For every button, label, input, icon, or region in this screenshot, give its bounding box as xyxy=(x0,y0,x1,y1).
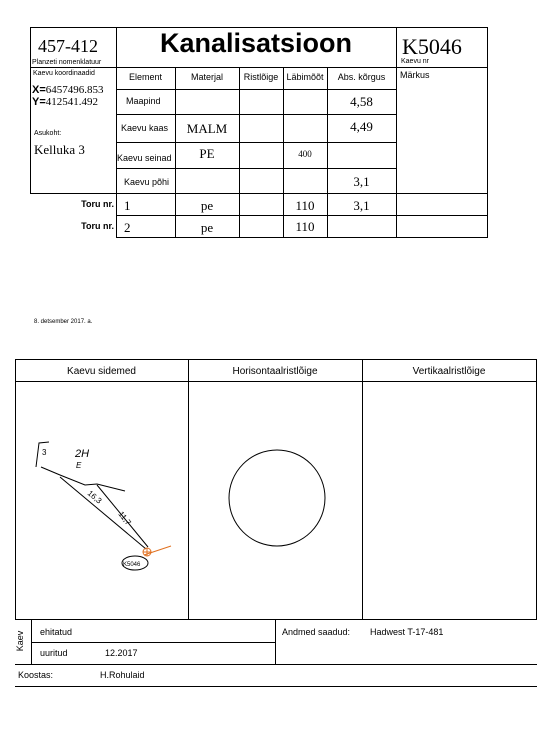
row-ground-label: Maapind xyxy=(126,96,161,106)
pipe-1-diameter: 110 xyxy=(295,198,315,213)
row-lid-abs: 4,49 xyxy=(350,119,373,134)
document-date: 8. detsember 2017. a. xyxy=(34,319,93,325)
pipe-1-no: 1 xyxy=(124,198,131,213)
row-walls-diameter: 400 xyxy=(298,149,312,159)
col-vertical-section: Vertikaalristlõige xyxy=(412,366,486,377)
col-diameter: Läbimõõt xyxy=(286,72,324,82)
distance-line-1 xyxy=(60,477,146,549)
surveyed-label: uuritud xyxy=(40,648,68,658)
col-cross-section: Ristlõige xyxy=(243,72,279,82)
col-well-connections: Kaevu sidemed xyxy=(67,366,136,377)
data-source-label: Andmed saadud: xyxy=(282,627,351,637)
location-value: Kelluka 3 xyxy=(34,142,85,157)
row-lid-material: MALM xyxy=(186,121,228,136)
pipe-1-label: Toru nr. xyxy=(81,199,114,209)
page-title: Kanalisatsioon xyxy=(159,28,353,58)
label-3: 3 xyxy=(42,448,47,457)
pipe-2-label: Toru nr. xyxy=(81,221,114,231)
kaev-label: Kaev xyxy=(15,630,25,652)
nomenclature: 457-412 xyxy=(38,36,98,56)
row-bottom-label: Kaevu põhi xyxy=(124,177,170,187)
coord-y: Y=412541.492 xyxy=(32,96,99,108)
well-number: K5046 xyxy=(402,34,462,59)
pipe-line xyxy=(144,546,171,555)
nomenclature-label: Planzeti nomenklatuur xyxy=(32,59,102,66)
col-horizontal-section: Horisontaalristlõige xyxy=(232,366,318,377)
row-ground-abs: 4,58 xyxy=(350,94,373,109)
well-number-label: Kaevu nr xyxy=(401,58,430,65)
col-element: Element xyxy=(128,72,163,82)
horizontal-section-drawing xyxy=(188,381,362,619)
label-e: E xyxy=(76,461,82,470)
coords-label: Kaevu koordinaadid xyxy=(33,70,95,77)
row-walls-material: PE xyxy=(199,146,215,161)
col-remarks: Märkus xyxy=(400,70,430,80)
pipe-2-diameter: 110 xyxy=(295,219,315,234)
compiled-label: Koostas: xyxy=(18,670,54,680)
surveyed-value: 12.2017 xyxy=(105,648,138,658)
distance-label-2: 11,7 xyxy=(116,509,133,528)
well-cross-section-circle xyxy=(229,450,325,546)
col-abs-height: Abs. kõrgus xyxy=(337,72,386,82)
row-walls-label: Kaevu seinad xyxy=(117,153,172,163)
pipe-1-abs: 3,1 xyxy=(353,198,370,213)
compiled-value: H.Rohulaid xyxy=(100,670,145,680)
col-material: Materjal xyxy=(190,72,223,82)
distance-label-1: 16,3 xyxy=(85,488,104,506)
row-lid-label: Kaevu kaas xyxy=(121,123,169,133)
row-bottom-abs: 3,1 xyxy=(353,174,370,189)
location-label: Asukoht: xyxy=(34,130,62,137)
well-connections-sketch xyxy=(15,381,188,619)
pipe-2-material: pe xyxy=(200,220,214,235)
pipe-2-no: 2 xyxy=(124,220,131,235)
label-2h: 2H xyxy=(75,448,90,460)
coord-x: X=6457496.853 xyxy=(32,84,104,96)
well-label: K5046 xyxy=(123,562,141,568)
pipe-1-material: pe xyxy=(200,198,214,213)
building-outline-2h xyxy=(41,467,125,491)
data-source-value: Hadwest T-17-481 xyxy=(370,627,444,637)
built-label: ehitatud xyxy=(40,627,73,637)
